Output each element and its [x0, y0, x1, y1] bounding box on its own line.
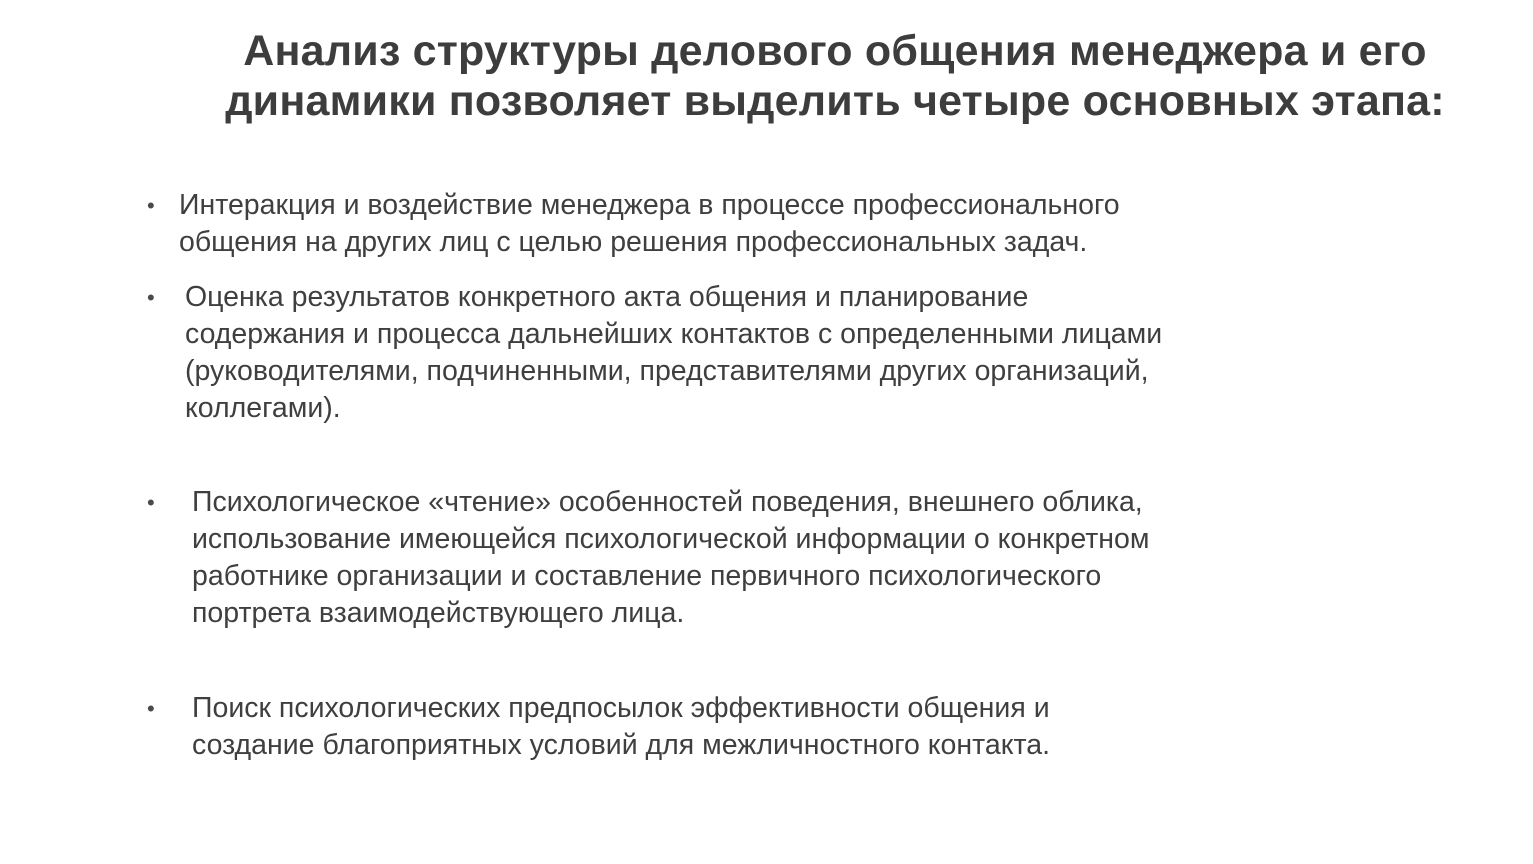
- bullet-text-line: работнике организации и составление первичного психологического: [192, 560, 1102, 592]
- bullet-dot-icon: •: [147, 696, 155, 721]
- bullet-item-psychological-reading: [147, 484, 1149, 632]
- bullet-text-line: создание благоприятных условий для межличностного контакта.: [192, 729, 1051, 761]
- bullet-dot-icon: •: [147, 490, 155, 515]
- bullet-text-line: Психологическое «чтение» особенностей поведения, внешнего облика,: [192, 486, 1143, 518]
- bullet-text-line: коллегами).: [185, 392, 341, 424]
- bullet-dot-icon: •: [147, 285, 155, 310]
- bullet-text: [192, 690, 1050, 764]
- bullet-text: [185, 279, 1162, 427]
- bullet-item-preconditions: [147, 690, 1050, 764]
- bullet-text-line: Интеракция и воздействие менеджера в процессе профессионального: [179, 189, 1120, 221]
- bullet-text: [192, 484, 1149, 632]
- bullet-item-interaction: [147, 187, 1120, 261]
- bullet-text-line: Оценка результатов конкретного акта общения и планирование: [185, 281, 1029, 313]
- bullet-text-line: (руководителями, подчиненными, представителями других организаций,: [185, 355, 1149, 387]
- slide-title: [150, 26, 1520, 126]
- bullet-text-line: общения на других лиц с целью решения профессиональных задач.: [179, 226, 1088, 258]
- bullet-dot-icon: •: [147, 193, 155, 218]
- bullet-text-line: Поиск психологических предпосылок эффективности общения и: [192, 692, 1050, 724]
- slide-title-line: динамики позволяет выделить четыре основных этапа:: [225, 77, 1445, 125]
- bullet-text: [179, 187, 1120, 261]
- bullet-text-line: содержания и процесса дальнейших контактов с определенными лицами: [185, 318, 1163, 350]
- slide-title-line: Анализ структуры делового общения менеджера и его: [243, 27, 1427, 75]
- bullet-text-line: портрета взаимодействующего лица.: [192, 597, 685, 629]
- bullet-text-line: использование имеющейся психологической информации о конкретном: [192, 523, 1150, 555]
- bullet-item-evaluation: [147, 279, 1162, 427]
